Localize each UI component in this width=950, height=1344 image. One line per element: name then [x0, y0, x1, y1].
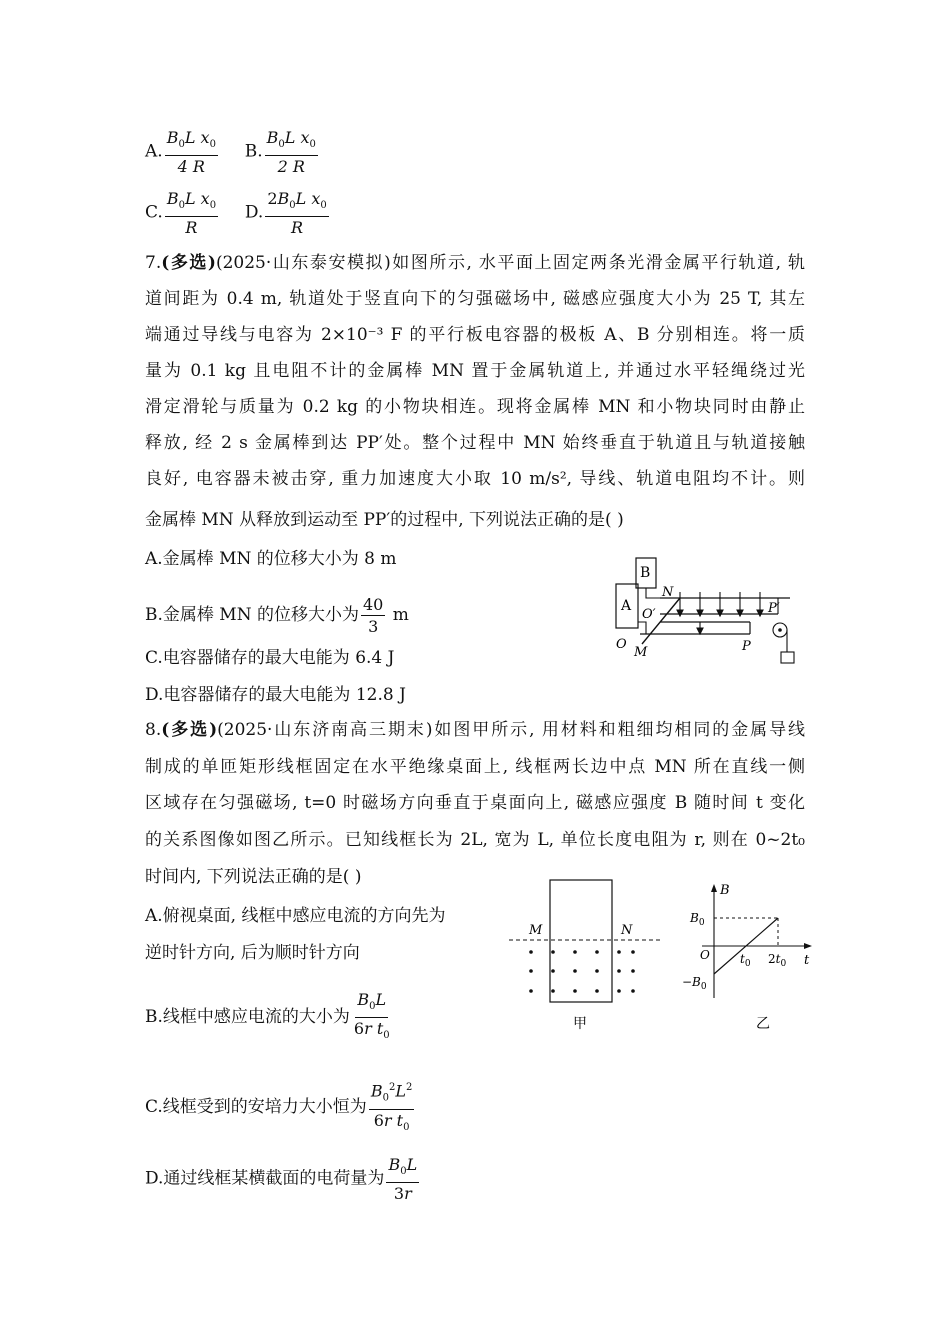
q8-tag: (多选) [161, 720, 218, 740]
q8-stem-line-1 [145, 719, 805, 741]
q6-option-row-1 [145, 128, 320, 176]
q8-option-d [145, 1155, 421, 1203]
q7-option-a: A.金属棒 MN 的位移大小为 8 m [145, 549, 397, 569]
label-p: P [742, 639, 751, 654]
q8-figure-yi [680, 880, 820, 1035]
q7-stem-line-5: 滑定滑轮与质量为 0.2 kg 的小物块相连。现将金属棒 MN 和小物块同时由静止 [145, 397, 805, 417]
q8-option-c-fraction: $\frac{B_0^2L^2}{6r t_0}$ [369, 1078, 415, 1137]
q7-line-1: 如图所示, 水平面上固定两条光滑金属平行轨道, 轨 [390, 253, 805, 273]
q7-stem-line-2: 道间距为 0.4 m, 轨道处于竖直向下的匀强磁场中, 磁感应强度大小为 25 T, 其左 [145, 289, 805, 309]
small-block [781, 652, 794, 663]
q8-option-c [145, 1078, 416, 1137]
wire-frame [550, 880, 612, 1002]
label-b: B [640, 565, 651, 581]
q7-stem-line-6: 释放, 经 2 s 金属棒到达 PP′处。整个过程中 MN 始终垂直于轨道且与轨道接触 [145, 433, 805, 453]
label-origin: O [700, 948, 710, 962]
label-b-axis: B [720, 883, 730, 898]
label-t-axis: t [804, 953, 810, 968]
q6-option-b-label: B. [244, 141, 263, 162]
wire-a [638, 622, 660, 634]
label-o: O [616, 637, 627, 652]
q8-option-a-line-2: 逆时针方向, 后为顺时针方向 [145, 943, 360, 963]
q6-option-c-label: C. [145, 202, 163, 223]
q6-option-row-2 [145, 189, 331, 237]
q8-stem-line-2: 制成的单匝矩形线框固定在水平绝缘桌面上, 线框两长边中点 MN 所在直线一侧 [145, 757, 805, 777]
label-t0: $t_0$ [740, 952, 751, 969]
q7-source: (2025·山东泰安模拟) [215, 253, 391, 273]
label-2t0: $2t_0$ [768, 952, 787, 969]
q7-option-b [145, 595, 409, 636]
label-m: M [634, 645, 648, 660]
q7-option-c: C.电容器储存的最大电能为 6.4 J [145, 648, 395, 668]
q6-option-d-fraction: $\frac{2B_0L x_0}{R}$ [267, 189, 327, 238]
q7-stem-line-7: 良好, 电容器未被击穿, 重力加速度大小取 10 m/s², 导线、轨道电阻均不计。则 [145, 469, 805, 489]
q8-figure-jia [505, 875, 665, 1035]
q8-option-b-text: B.线框中感应电流的大小为 [145, 1007, 350, 1028]
q8-number: 8. [145, 720, 162, 740]
label-o-prime: O′ [642, 607, 656, 622]
label-p-prime: P′ [768, 601, 780, 616]
q7-option-b-text: B.金属棒 MN 的位移大小为 [145, 605, 359, 625]
label-neg-b0: $-B_0$ [682, 975, 707, 992]
q6-option-a-fraction: $\frac{B_0L x_0}{4 R}$ [166, 128, 216, 177]
q8-option-c-text: C.线框受到的安培力大小恒为 [145, 1096, 367, 1117]
q8-stem-line-5: 时间内, 下列说法正确的是( ) [145, 867, 362, 887]
q7-tag: (多选) [161, 253, 216, 273]
label-a: A [621, 598, 632, 614]
caption-jia: 甲 [573, 1016, 587, 1032]
q8-option-d-fraction: $\frac{B_0L}{3r}$ [388, 1155, 418, 1204]
label-b0: $B_0$ [690, 911, 705, 928]
q7-stem-line-8: 金属棒 MN 从释放到运动至 PP′的过程中, 下列说法正确的是( ) [145, 510, 624, 530]
q8-line-1: 如图甲所示, 用材料和粗细均相同的金属导线 [432, 720, 806, 740]
q8-stem-line-4: 的关系图像如图乙所示。已知线框长为 2L, 宽为 L, 单位长度电阻为 r, 则在 0~2t₀ [145, 830, 805, 850]
q7-stem-line-1 [145, 252, 805, 274]
wire-b [646, 588, 660, 598]
label-m: M [529, 923, 543, 938]
q6-option-d-label: D. [244, 202, 264, 223]
q8-option-b-fraction: $\frac{B_0L}{6r t_0}$ [353, 990, 390, 1042]
q7-stem-line-4: 量为 0.1 kg 且电阻不计的金属棒 MN 置于金属轨道上, 并通过水平轻绳绕过光 [145, 361, 805, 381]
q7-number: 7. [145, 253, 162, 273]
field-dots [529, 950, 635, 993]
label-n: N [662, 585, 674, 600]
q8-option-d-text: D.通过线框某横截面的电荷量为 [145, 1168, 385, 1189]
q7-circuit-figure [600, 552, 820, 672]
q6-option-a-label: A. [145, 141, 163, 162]
q7-stem-line-3: 端通过导线与电容为 2×10⁻³ F 的平行板电容器的极板 A、B 分别相连。将一质 [145, 325, 805, 345]
q7-option-d: D.电容器储存的最大电能为 12.8 J [145, 685, 406, 705]
label-n: N [621, 923, 633, 938]
q8-option-a-line-1: A.俯视桌面, 线框中感应电流的方向先为 [145, 906, 446, 926]
q7-option-b-fraction: $\frac{40}{3}$ [363, 595, 384, 636]
q8-option-b [145, 990, 394, 1045]
q8-source: (2025·山东济南高三期末) [217, 720, 433, 740]
q6-option-c-fraction: $\frac{B_0L x_0}{R}$ [166, 189, 217, 238]
q7-option-b-unit: m [387, 605, 409, 625]
q8-stem-line-3: 区域存在匀强磁场, t=0 时磁场方向垂直于桌面向上, 磁感应强度 B 随时间 t 变化 [145, 793, 805, 813]
caption-yi: 乙 [756, 1016, 770, 1032]
q6-option-b-fraction: $\frac{B_0L x_0}{2 R}$ [266, 128, 316, 177]
